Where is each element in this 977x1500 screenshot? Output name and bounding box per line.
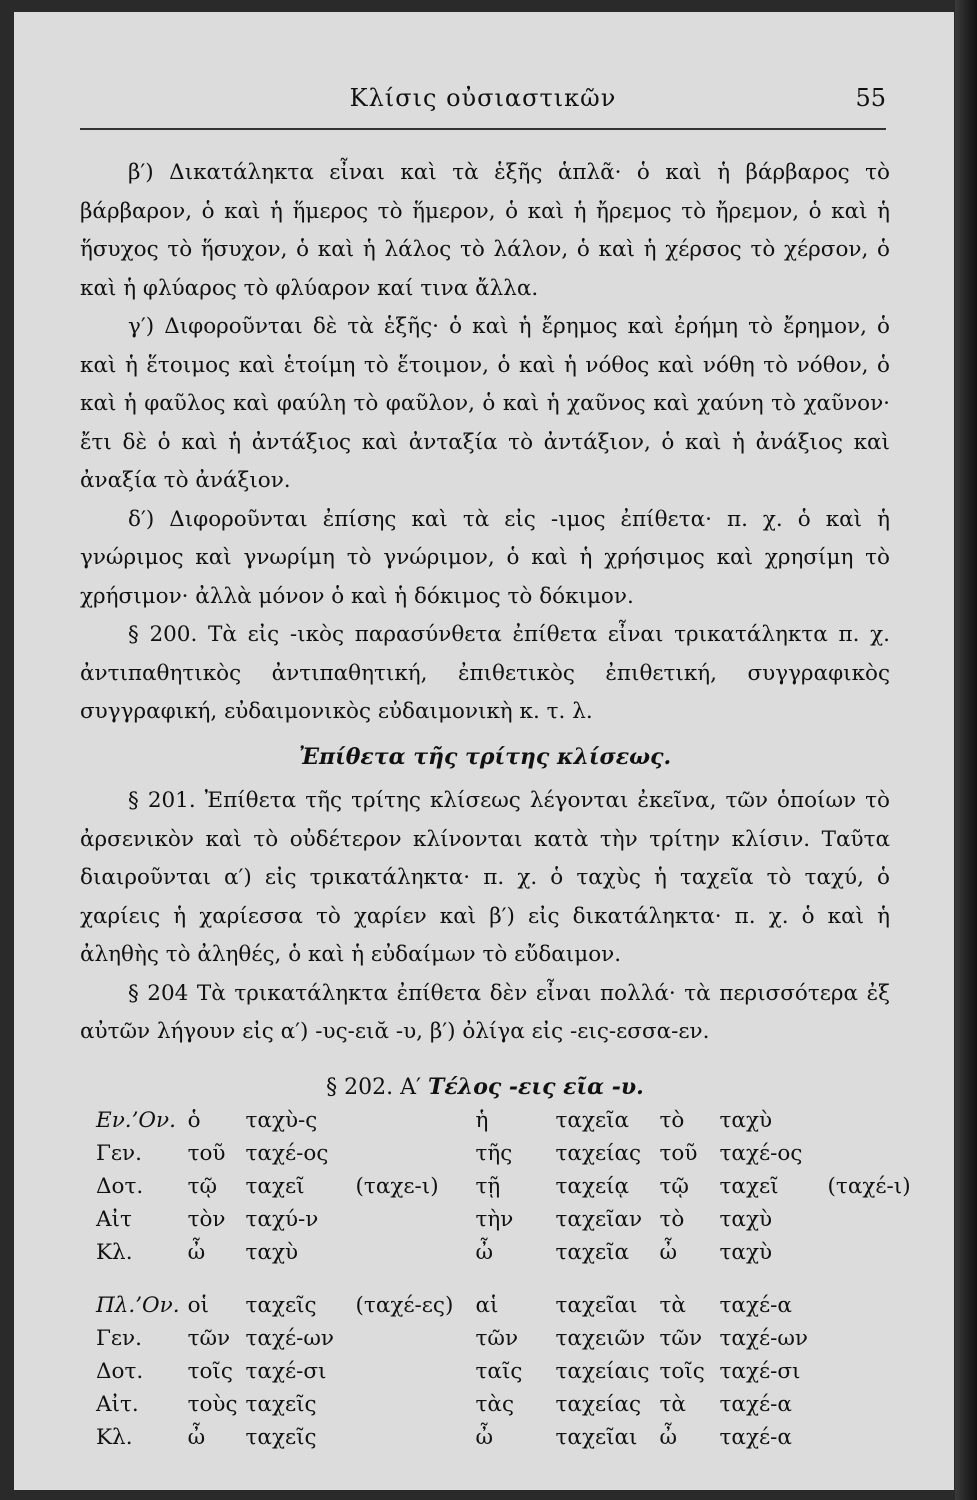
table-cell	[356, 1236, 476, 1269]
table-cell	[356, 1421, 476, 1454]
table-cell: ταχὺ	[719, 1240, 773, 1265]
table-gap-cell	[96, 1269, 919, 1289]
table-cell: (ταχε-ι)	[355, 1174, 439, 1199]
page-body	[80, 154, 890, 1117]
table-cell: ὦ	[659, 1240, 678, 1265]
table-cell: ταχείας	[555, 1392, 642, 1417]
table-cell: τῶν	[475, 1326, 519, 1351]
table-cell: ταχὺ-ς	[245, 1108, 318, 1133]
table-row	[96, 1421, 919, 1454]
table-cell: ὁ	[187, 1108, 201, 1133]
table-cell: τῷ	[659, 1174, 689, 1199]
table-cell: ὦ	[187, 1425, 206, 1450]
table-cell: ταχεῖς	[245, 1392, 317, 1417]
table-cell: ὦ	[187, 1240, 206, 1265]
table-cell: Αἰτ.	[96, 1392, 139, 1417]
table-cell: τοὺς	[187, 1392, 238, 1417]
table-cell	[828, 1203, 919, 1236]
table-cell: τῇ	[475, 1174, 501, 1199]
table-cell	[828, 1355, 919, 1388]
table-cell: Πλ.’Ον.	[96, 1293, 180, 1318]
table-cell: ταχεῖαν	[555, 1207, 643, 1232]
table-cell: ταχεῖαι	[555, 1293, 638, 1318]
table-cell: ταχὺ	[719, 1108, 773, 1133]
table-cell: ταχέ-ος	[719, 1141, 803, 1166]
table-cell	[828, 1137, 919, 1170]
table-cell: ταχεῖς	[245, 1425, 317, 1450]
table-cell	[356, 1322, 476, 1355]
table-cell: ὦ	[475, 1425, 494, 1450]
table-cell: ταχείᾳ	[555, 1174, 630, 1199]
table-cell: τῆς	[475, 1141, 513, 1166]
paragraph-delta: δ′) Διφοροῦνται ἐπίσης καὶ τὰ εἰς -ιμος ἐπίθετα· π. χ. ὁ καὶ ἡ γνώριμος καὶ γνωρίμη τὸ γνώριμον, ὁ καὶ ἡ χρήσιμος καὶ χρησίμη τὸ χρήσιμον· ἀλλὰ μόνον ὁ καὶ ἡ δόκιμος τὸ δόκιμον.	[80, 506, 890, 609]
table-cell: αἱ	[475, 1293, 499, 1318]
table-cell: τὸ	[659, 1207, 685, 1232]
table-cell: ταχύ-ν	[245, 1207, 319, 1232]
paragraph-204: § 204 Τὰ τρικατάληκτα ἐπίθετα δὲν εἶναι πολλά· τὰ περισσότερα ἐξ αὐτῶν λήγουν εἰς α′) -υς-ειᾰ -υ, β′) ὀλίγα εἰς -εις-εσσα-εν.	[80, 980, 890, 1044]
table-cell: Δοτ.	[96, 1359, 144, 1384]
table-cell: ταχεῖ	[245, 1174, 305, 1199]
table-cell	[356, 1388, 476, 1421]
table-gap-row	[96, 1269, 919, 1289]
table-cell	[356, 1203, 476, 1236]
table-cell: τῷ	[187, 1174, 218, 1199]
table-row	[96, 1236, 919, 1269]
table-cell	[828, 1104, 919, 1137]
table-cell: ταχέ-σι	[245, 1359, 327, 1384]
table-cell: τὸ	[659, 1108, 685, 1133]
table-cell: τὰς	[475, 1392, 514, 1417]
table-cell: τὰ	[659, 1392, 686, 1417]
table-row	[96, 1388, 919, 1421]
table-row	[96, 1355, 919, 1388]
table-cell: ταχεῖς	[245, 1293, 317, 1318]
book-page	[14, 12, 954, 1490]
table-cell: ταχέ-σι	[719, 1359, 801, 1384]
table-row	[96, 1289, 919, 1322]
table-cell: ὦ	[659, 1425, 678, 1450]
table-cell: ἡ	[475, 1108, 489, 1133]
table-cell: ταχέ-α	[719, 1293, 792, 1318]
table-cell: ταχείας	[555, 1141, 642, 1166]
table-cell	[356, 1355, 476, 1388]
table-cell: Κλ.	[96, 1240, 133, 1265]
table-cell: ταχὺ	[719, 1207, 773, 1232]
table-cell	[356, 1104, 476, 1137]
table-cell: ταχεῖα	[555, 1108, 630, 1133]
paragraph-beta: β′) Δικατάληκτα εἶναι καὶ τὰ ἑξῆς ἁπλᾶ· ὁ καὶ ἡ βάρβαρος τὸ βάρβαρον, ὁ καὶ ἡ ἥμερος τὸ ἥμερον, ὁ καὶ ἡ ἤρεμος τὸ ἤρεμον, ὁ καὶ ἡ ἥσυχος τὸ ἥσυχον, ὁ καὶ ἡ λάλος τὸ λάλον, ὁ καὶ ἡ χέρσος τὸ χέρσον, ὁ καὶ ἡ φλύαρος τὸ φλύαρον καί τινα ἄλλα.	[80, 160, 890, 301]
paragraph-gamma: γ′) Διφοροῦνται δὲ τὰ ἑξῆς· ὁ καὶ ἡ ἔρημος καὶ ἐρήμη τὸ ἔρημον, ὁ καὶ ἡ ἕτοιμος καὶ ἑτοίμη τὸ ἕτοιμον, ὁ καὶ ἡ νόθος καὶ νόθη τὸ νόθον, ὁ καὶ ἡ φαῦλος καὶ φαύλη τὸ φαῦλον, ὁ καὶ ἡ χαῦνος καὶ χαύνη τὸ χαῦνον· ἔτι δὲ ὁ καὶ ἡ ἀντάξιος καὶ ἀνταξία τὸ ἀντάξιον, ὁ καὶ ἡ ἀνάξιος καὶ ἀναξία τὸ ἀνάξιον.	[80, 314, 890, 493]
table-cell: ταχέ-ος	[245, 1141, 329, 1166]
table-cell: ταχέ-ων	[719, 1326, 808, 1351]
table-cell	[828, 1421, 919, 1454]
table-cell: Γεν.	[96, 1326, 142, 1351]
table-cell: τῶν	[187, 1326, 231, 1351]
table-row	[96, 1137, 919, 1170]
table-cell: ταχεῖα	[555, 1240, 630, 1265]
table-cell: Αἰτ	[96, 1207, 132, 1232]
table-cell: (ταχέ-ες)	[355, 1293, 454, 1318]
running-title: Κλίσις οὐσιαστικῶν	[349, 84, 617, 112]
section-heading: Ἐπίθετα τῆς τρίτης κλίσεως.	[298, 743, 672, 770]
table-cell: ταχὺ	[245, 1240, 299, 1265]
paragraph-200: § 200. Τὰ εἰς -ικὸς παρασύνθετα ἐπίθετα εἶναι τρικατάληκτα π. χ. ἀντιπαθητικὸς ἀντιπαθητική, ἐπιθετικὸς ἐπιθετική, συγγραφικὸς συγγραφική, εὐδαιμονικὸς εὐδαιμονικὴ κ. τ. λ.	[80, 622, 890, 724]
table-cell: ταχειῶν	[555, 1326, 646, 1351]
declension-table	[96, 1104, 919, 1454]
table-cell	[828, 1322, 919, 1355]
table-cell: ταχέ-α	[719, 1392, 792, 1417]
table-cell: Εν.’Ον.	[96, 1108, 176, 1133]
table-cell: Κλ.	[96, 1425, 133, 1450]
table-cell: ταχεῖαι	[555, 1425, 638, 1450]
table-row	[96, 1170, 919, 1203]
page-number: 55	[855, 84, 886, 112]
table-cell: τὴν	[475, 1207, 514, 1232]
table-cell: τῶν	[659, 1326, 703, 1351]
table-cell: τοῦ	[187, 1141, 226, 1166]
table-cell: τὸν	[187, 1207, 226, 1232]
table-cell: ταχείαις	[555, 1359, 650, 1384]
subsection-title: Τέλος -εις εῖα -υ.	[428, 1073, 644, 1100]
table-cell	[828, 1289, 919, 1322]
table-row	[96, 1322, 919, 1355]
book-spine	[955, 0, 977, 1500]
table-cell: (ταχέ-ι)	[827, 1174, 911, 1199]
subsection-heading	[80, 1068, 890, 1108]
table-cell: ταχέ-α	[719, 1425, 792, 1450]
subsection-number: § 202. Α′	[326, 1074, 422, 1100]
header-rule	[80, 128, 886, 130]
table-cell: ταχεῖ	[719, 1174, 779, 1199]
table-cell	[356, 1137, 476, 1170]
table-row	[96, 1203, 919, 1236]
table-cell: Γεν.	[96, 1141, 142, 1166]
table-row	[96, 1104, 919, 1137]
table-cell: οἱ	[187, 1293, 209, 1318]
page-header	[80, 80, 886, 120]
table-cell: τὰ	[659, 1293, 686, 1318]
table-cell: τοῖς	[659, 1359, 705, 1384]
table-cell: ταχέ-ων	[245, 1326, 334, 1351]
table-cell: Δοτ.	[96, 1174, 144, 1199]
table-cell: τοῦ	[659, 1141, 698, 1166]
table-cell	[828, 1236, 919, 1269]
paragraph-201: § 201. Ἐπίθετα τῆς τρίτης κλίσεως λέγονται ἐκεῖνα, τῶν ὁποίων τὸ ἀρσενικὸν καὶ τὸ οὐδέτερον κλίνονται κατὰ τὴν τρίτην κλίσιν. Ταῦτα διαιροῦνται α′) εἰς τρικατάληκτα· π. χ. ὁ ταχὺς ἡ ταχεῖα τὸ ταχύ, ὁ χαρίεις ἡ χαρίεσσα τὸ χαρίεν καὶ β′) εἰς δικατάληκτα· π. χ. ὁ καὶ ἡ ἀληθὴς τὸ ἀληθές, ὁ καὶ ἡ εὐδαίμων τὸ εὔδαιμον.	[80, 788, 890, 967]
table-cell: ὦ	[475, 1240, 494, 1265]
table-cell	[828, 1388, 919, 1421]
table-cell: τοῖς	[187, 1359, 233, 1384]
table-cell: ταῖς	[475, 1359, 523, 1384]
